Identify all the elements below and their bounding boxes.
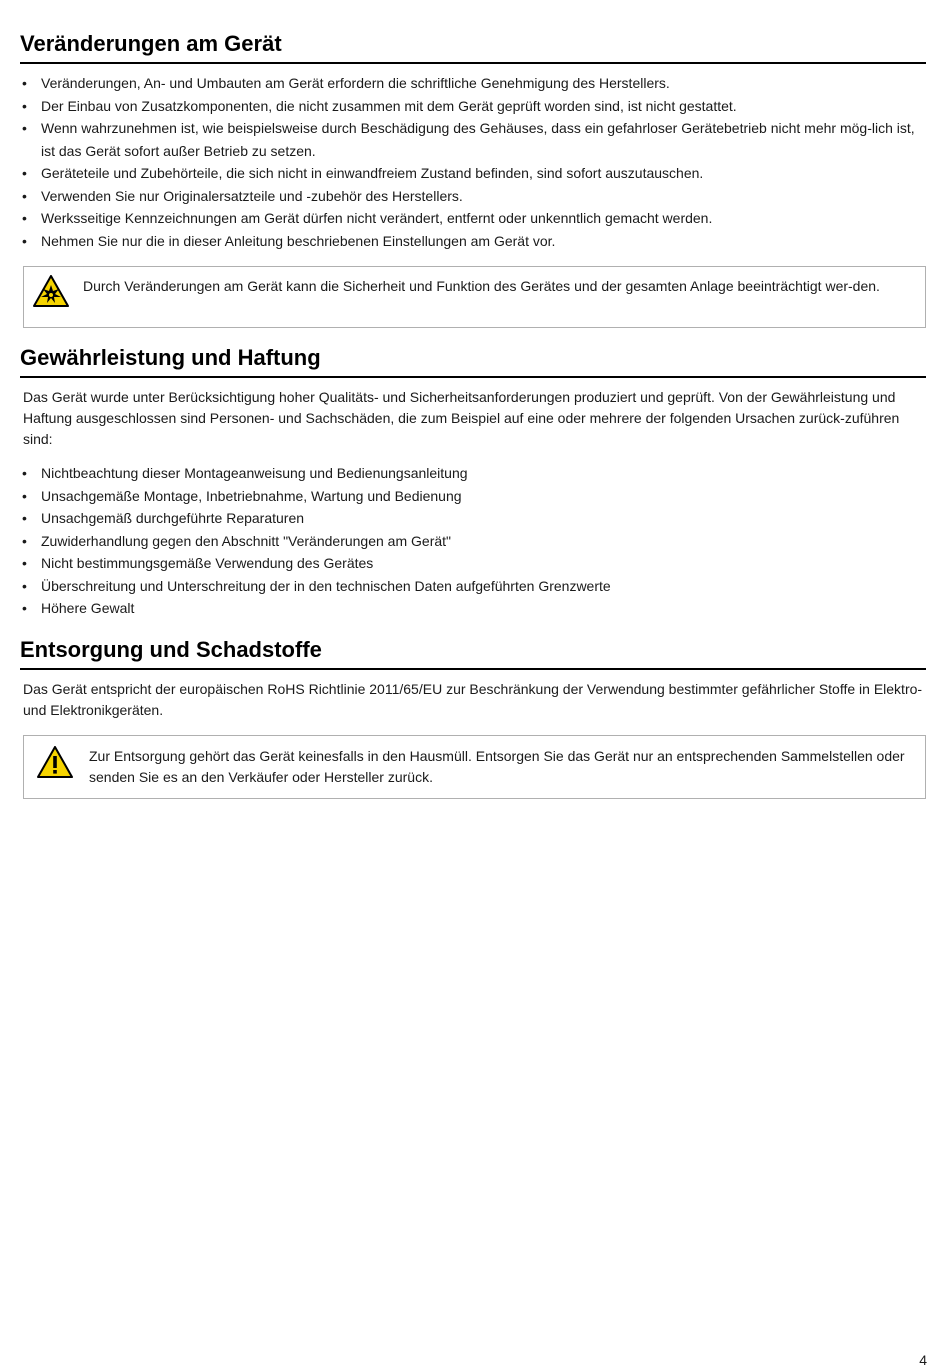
list-item: • Geräteteile und Zubehörteile, die sich nicht in einwandfreiem Zustand befinden, sind sofort auszutauschen. [22,165,704,181]
section-title-entsorgung: Entsorgung und Schadstoffe [20,634,926,670]
explosion-warning-icon [33,275,69,312]
list-item: • Veränderungen, An- und Umbauten am Gerät erfordern die schriftliche Genehmigung des Herstellers. [22,75,670,91]
entsorgung-intro: Das Gerät entspricht der europäischen RoHS Richtlinie 2011/65/EU zur Beschränkung der Verwendung bestimmter gefährlicher Stoffe in Elektro- und Elektronikgeräten. [23,680,923,718]
document-page [20,28,926,799]
section-title-gewaehrleistung: Gewährleistung und Haftung [20,342,926,378]
list-item: • Werksseitige Kennzeichnungen am Gerät dürfen nicht verändert, entfernt oder unkenntlich gemacht werden. [22,210,713,226]
list-item: • Der Einbau von Zusatzkomponenten, die nicht zusammen mit dem Gerät geprüft worden sind, ist nicht gestattet. [22,97,737,114]
page-number: 4 [919,1352,927,1368]
list-item: • Unsachgemäße Montage, Inbetriebnahme, Wartung und Bedienung [22,487,462,504]
list-item: • Überschreitung und Unterschreitung der in den technischen Daten aufgeführten Grenzwerte [22,577,611,594]
list-item: • Höhere Gewalt [22,600,135,616]
modification-warning-text: Durch Veränderungen am Gerät kann die Sicherheit und Funktion des Gerätes und der gesamten Anlage beeinträchtigt wer-den. [83,278,880,294]
list-item: • Verwenden Sie nur Originalersatzteile und -zubehör des Herstellers. [22,187,463,204]
veraenderungen-list [20,72,926,252]
warning-triangle-icon [37,746,73,783]
gewaehrleistung-list [20,462,926,620]
list-item: • Nicht bestimmungsgemäße Verwendung des Gerätes [22,555,374,571]
list-item: • Zuwiderhandlung gegen den Abschnitt "Veränderungen am Gerät" [22,532,451,549]
list-item: • Wenn wahrzunehmen ist, wie beispielsweise durch Beschädigung des Gehäuses, dass ein gefahrloser Gerätebetrieb nicht mehr mög-lich ist, ist das Gerät sofort außer Betrieb zu setzen. [22,120,915,159]
disposal-warning-box [23,735,926,799]
disposal-warning-text: Zur Entsorgung gehört das Gerät keinesfalls in den Hausmüll. Entsorgen Sie das Gerät nur an entsprechenden Sammelstellen oder senden Sie es an den Verkäufer oder Hersteller zurück. [89,747,905,785]
list-item: • Unsachgemäß durchgeführte Reparaturen [22,510,305,526]
modification-warning-box [23,266,926,328]
list-item: • Nehmen Sie nur die in dieser Anleitung beschriebenen Einstellungen am Gerät vor. [22,232,556,249]
section-title-veraenderungen: Veränderungen am Gerät [20,28,926,64]
gewaehrleistung-intro: Das Gerät wurde unter Berücksichtigung hoher Qualitäts- und Sicherheitsanforderungen produziert und geprüft. Von der Gewährleistung und Haftung ausgeschlossen sind Personen- und Sachschäden, die zum Beispiel auf eine oder mehrere der folgenden Ursachen zurück-zuführen sind: [23,389,900,447]
list-item: • Nichtbeachtung dieser Montageanweisung und Bedienungsanleitung [22,465,468,481]
